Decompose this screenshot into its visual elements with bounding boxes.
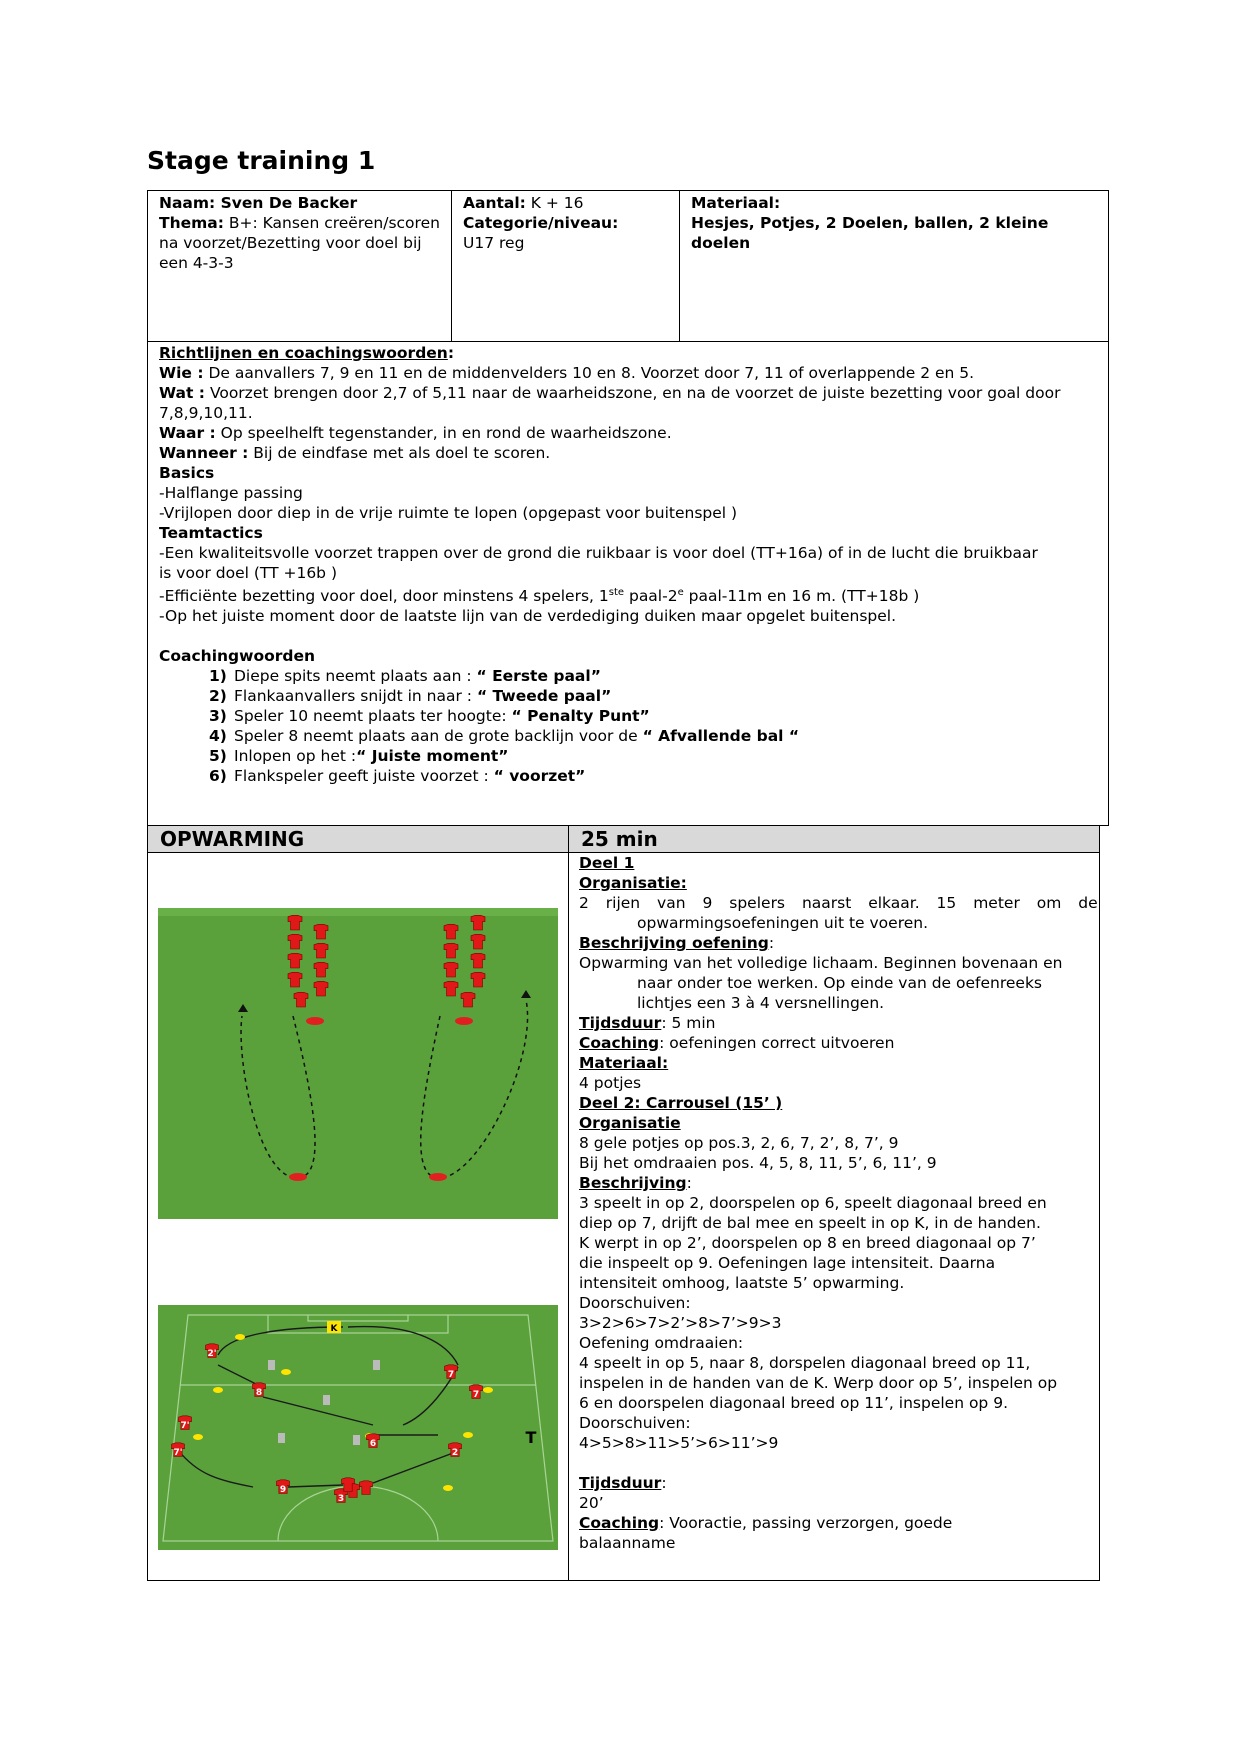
label-7c: 7 [472, 1390, 480, 1400]
wat-line: Wat : Voorzet brengen door 2,7 of 5,11 naar de waarheidszone, en na de voorzet de juiste bezetting voor goal door 7,8,9,10,11. [159, 384, 1061, 422]
wie-line: Wie : De aanvallers 7, 9 en 11 en de middenvelders 10 en 8. Voorzet door 7, 11 of overlappende 2 en 5. [159, 364, 975, 382]
coaching-word: 3) Speler 10 neemt plaats ter hoogte: “ Penalty Punt” [209, 707, 650, 726]
materiaal-value: Hesjes, Potjes, 2 Doelen, ballen, 2 kleine doelen [691, 214, 1049, 252]
beschrijving2-line: 6 en doorspelen diagonaal breed op 11’, inspelen op 9. [579, 1394, 1008, 1412]
coaching-line: Coaching: oefeningen correct uitvoeren [579, 1034, 895, 1052]
warmup-diagram-lines [158, 908, 558, 1219]
label-6: 6 [369, 1439, 377, 1449]
beschrijving2-line: Doorschuiven: [579, 1294, 691, 1312]
teamtactics-item: -Efficiënte bezetting voor doel, door minstens 4 spelers, 1ste paal-2e paal-11m en 16 m. (TT+18b ) [159, 587, 920, 606]
tijdsduur-line: Tijdsduur: 5 min [579, 1014, 716, 1032]
label-t: T [525, 1428, 537, 1447]
beschrijving2-line: 3>2>6>7>2’>8>7’>9>3 [579, 1314, 782, 1332]
tijdsduur2-value: 20’ [579, 1494, 604, 1512]
coaching-word: 6) Flankspeler geeft juiste voorzet : “ voorzet” [209, 767, 586, 786]
aantal: Aantal: K + 16 [463, 194, 584, 212]
materiaal-label: Materiaal: [579, 1054, 669, 1072]
theme: Thema: B+: Kansen creëren/scoren na voorzet/Bezetting voor doel bij een 4-3-3 [159, 214, 440, 272]
beschrijving2-line: intensiteit omhoog, laatste 5’ opwarming. [579, 1274, 905, 1292]
waar-line: Waar : Op speelhelft tegenstander, in en rond de waarheidszone. [159, 424, 672, 442]
beschrijving2-line: K werpt in op 2’, doorspelen op 8 en breed diagonaal op 7’ [579, 1234, 1036, 1252]
organisatie2-label: Organisatie [579, 1114, 681, 1132]
warmup-header-duration: 25 min [568, 825, 1100, 853]
beschrijving2-line: 4 speelt in op 5, naar 8, dorspelen diagonaal breed op 11, [579, 1354, 1031, 1372]
coaching-word: 2) Flankaanvallers snijdt in naar : “ Tweede paal” [209, 687, 612, 706]
label-9: 9 [279, 1485, 287, 1495]
materiaal-value: 4 potjes [579, 1074, 642, 1092]
organisatie-label: Organisatie: [579, 874, 687, 892]
beschrijving2-line: die inspeelt op 9. Oefeningen lage intensiteit. Daarna [579, 1254, 996, 1272]
label-2: 2 [451, 1448, 459, 1458]
tijdsduur2-label: Tijdsduur: [579, 1474, 667, 1492]
coaching-words-list [159, 666, 1097, 786]
teamtactics-item-cont: is voor doel (TT +16b ) [159, 564, 338, 582]
beschrijving2-line: inspelen in de handen van de K. Werp door op 5’, inspelen op [579, 1374, 1058, 1392]
coaching2-line: balaanname [579, 1534, 676, 1552]
beschrijving2-line: Doorschuiven: [579, 1414, 691, 1432]
materiaal-label: Materiaal: [691, 194, 781, 212]
organisatie-line: 2 rijen van 9 spelers naarst elkaar. 15 meter om de [579, 894, 1098, 912]
categorie-label: Categorie/niveau: [463, 214, 619, 232]
warmup-description-cell [568, 852, 1100, 1581]
organisatie-line: opwarmingsoefeningen uit te voeren. [637, 914, 929, 932]
teamtactics-heading: Teamtactics [159, 524, 263, 542]
beschrijving2-line: Oefening omdraaien: [579, 1334, 744, 1352]
coaching2-line: Coaching: Vooractie, passing verzorgen, goede [579, 1514, 953, 1532]
label-7: 7 [447, 1370, 455, 1380]
info-cell-aantal [451, 190, 680, 342]
deel1-heading: Deel 1 [579, 854, 635, 872]
carrousel-diagram [158, 1305, 558, 1550]
organisatie2-line: Bij het omdraaien pos. 4, 5, 8, 11, 5’, 6, 11’, 9 [579, 1154, 937, 1172]
beschrijving2-label: Beschrijving: [579, 1174, 692, 1192]
wanneer-line: Wanneer : Bij de eindfase met als doel te scoren. [159, 444, 551, 462]
basics-item: -Vrijlopen door diep in de vrije ruimte te lopen (opgepast voor buitenspel ) [159, 504, 738, 522]
beschrijving2-line: diep op 7, drijft de bal mee en speelt in op K, in de handen. [579, 1214, 1041, 1232]
beschrijving2-line: 4>5>8>11>5’>6>11’>9 [579, 1434, 779, 1452]
beschrijving-line: Opwarming van het volledige lichaam. Beginnen bovenaan en [579, 954, 1063, 972]
label-7b: 7' [173, 1448, 183, 1458]
label-2a: 2' [207, 1349, 217, 1359]
info-cell-materiaal [679, 190, 1109, 342]
info-cell-name [147, 190, 452, 342]
label-k: K [330, 1324, 338, 1334]
label-7a: 7' [180, 1421, 190, 1431]
page-title: Stage training 1 [147, 146, 376, 175]
deel2-heading: Deel 2: Carrousel (15’ ) [579, 1094, 783, 1112]
guidelines-section [147, 341, 1109, 826]
label-3: 3 [337, 1494, 345, 1504]
categorie-value: U17 reg [463, 234, 525, 252]
teamtactics-item: -Een kwaliteitsvolle voorzet trappen over de grond die ruikbaar is voor doel (TT+16a) of in de lucht die bruikbaar [159, 544, 1038, 562]
basics-heading: Basics [159, 464, 215, 482]
guidelines-heading: Richtlijnen en coachingswoorden: [159, 344, 455, 362]
coaching-word: 1) Diepe spits neemt plaats aan : “ Eerste paal” [209, 667, 601, 686]
beschrijving-line: lichtjes een 3 à 4 versnellingen. [637, 994, 885, 1012]
label-8: 8 [255, 1388, 263, 1398]
warmup-header-title: OPWARMING [147, 825, 569, 853]
coaching-word: 4) Speler 8 neemt plaats aan de grote backlijn voor de “ Afvallende bal “ [209, 727, 800, 746]
beschrijving2-line: 3 speelt in op 2, doorspelen op 6, speelt diagonaal breed en [579, 1194, 1047, 1212]
coaching-word: 5) Inlopen op het :“ Juiste moment” [209, 747, 509, 766]
basics-item: -Halflange passing [159, 484, 303, 502]
organisatie2-line: 8 gele potjes op pos.3, 2, 6, 7, 2’, 8, 7’, 9 [579, 1134, 899, 1152]
beschrijving-line: naar onder toe werken. Op einde van de oefenreeks [637, 974, 1042, 992]
teamtactics-item: -Op het juiste moment door de laatste lijn van de verdediging duiken maar opgelet buitenspel. [159, 607, 897, 626]
beschrijving-label: Beschrijving oefening: [579, 934, 775, 952]
coaching-heading: Coachingwoorden [159, 647, 316, 666]
coach-name: Naam: Sven De Backer [159, 194, 358, 212]
